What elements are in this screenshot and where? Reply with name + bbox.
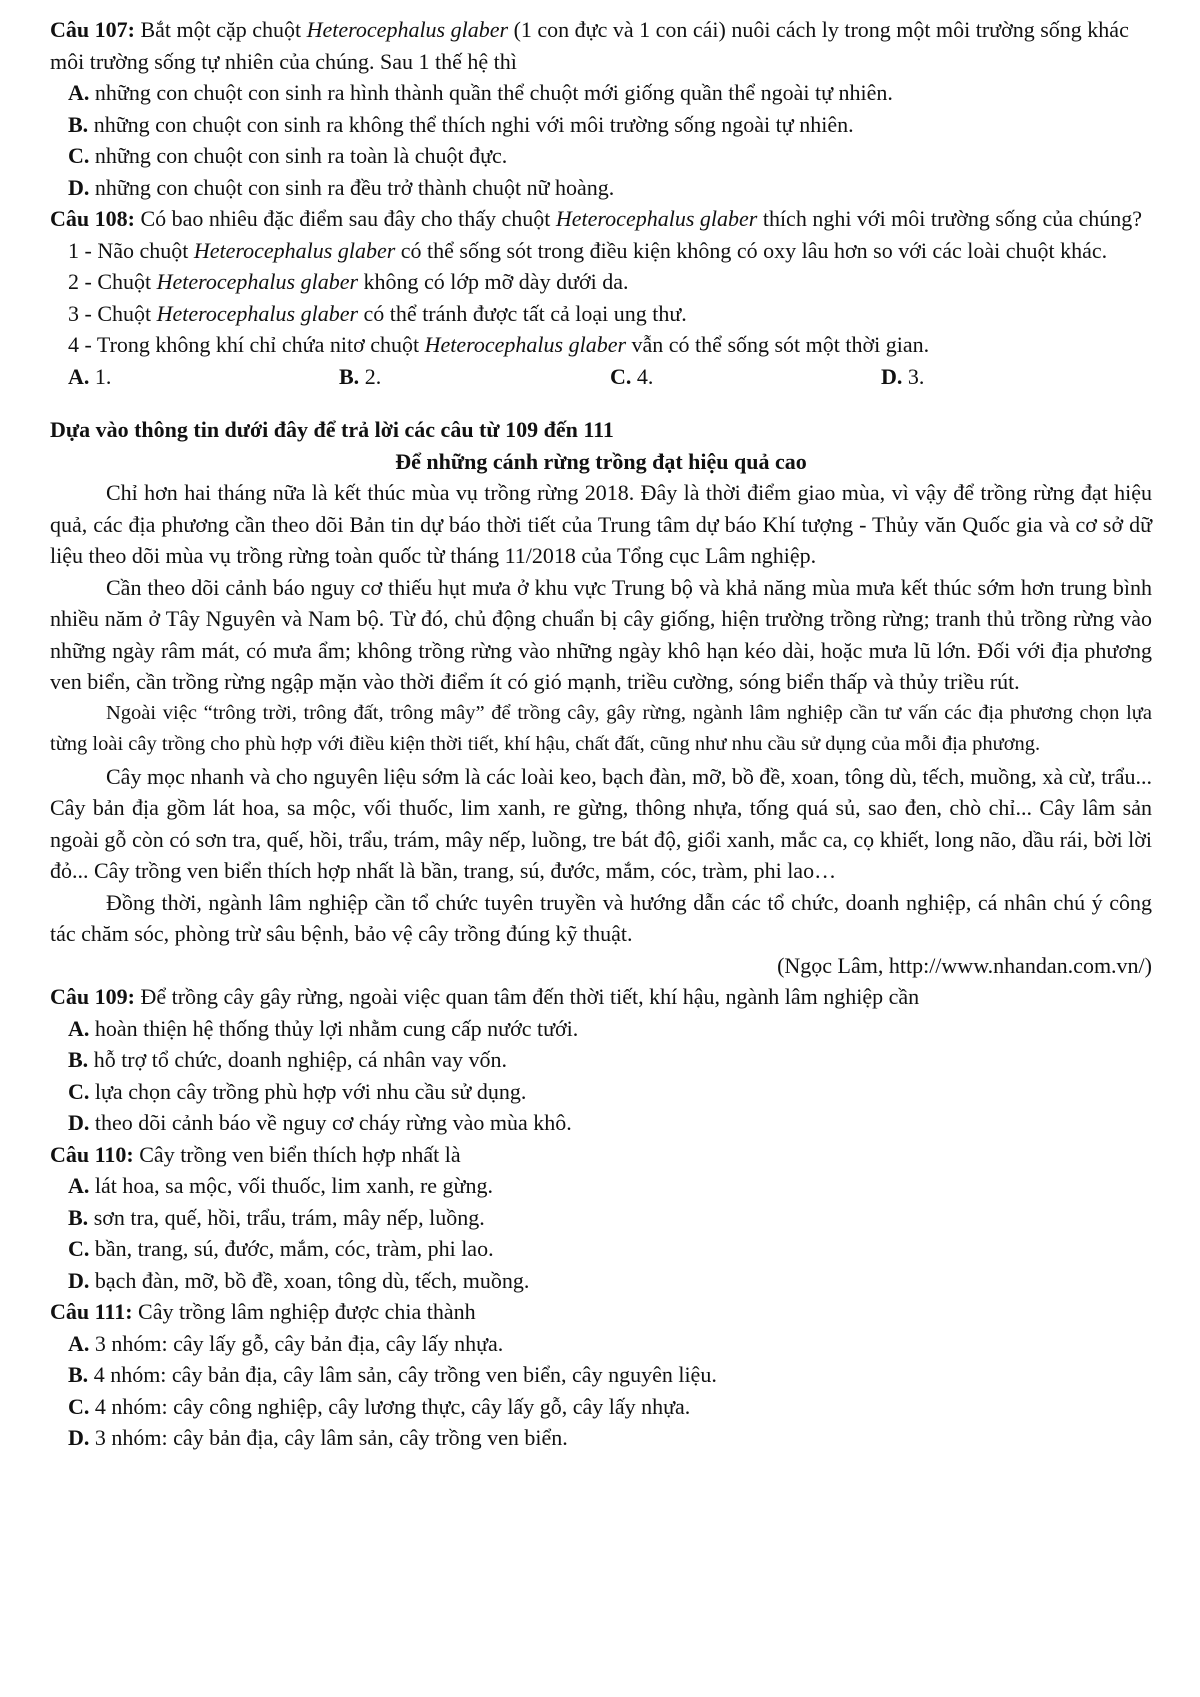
option-d[interactable]: D. theo dõi cảnh báo về nguy cơ cháy rừng vào mùa khô.	[68, 1110, 572, 1135]
option-a[interactable]: A. những con chuột con sinh ra hình thành quần thể chuột mới giống quần thể ngoài tự nhiên.	[68, 80, 893, 105]
statement-3: 3 - Chuột Heterocephalus glaber có thể tránh được tất cả loại ung thư.	[68, 300, 687, 326]
passage-paragraph-5: Đồng thời, ngành lâm nghiệp cần tổ chức tuyên truyền và hướng dẫn các tổ chức, doanh nghiệp, cá nhân chú ý công tác chăm sóc, phòng trừ sâu bệnh, bảo vệ cây trồng đúng kỹ thuật.	[50, 889, 1152, 946]
statement-1: 1 - Não chuột Heterocephalus glaber có thể sống sót trong điều kiện không có oxy lâu hơn so với các loài chuột khác.	[68, 237, 1108, 263]
question-108	[50, 203, 1152, 392]
question-110	[50, 1139, 1152, 1297]
question-111-stem: Câu 111: Cây trồng lâm nghiệp được chia thành	[50, 1299, 476, 1324]
statement-2: 2 - Chuột Heterocephalus glaber không có lớp mỡ dày dưới da.	[68, 269, 629, 294]
passage-paragraph-4: Cây mọc nhanh và cho nguyên liệu sớm là các loài keo, bạch đàn, mỡ, bồ đề, xoan, tông dù, tếch, muồng, xà cừ, trẩu... Cây bản địa gồm lát hoa, sa mộc, vối thuốc, lim xanh, re gừng, thông nhựa, tống quá sủ, sao đen, chò chỉ... Cây lâm sản ngoài gỗ còn có sơn tra, quế, hồi, trẩu, trám, mây nếp, luồng, tre bát độ, giổi xanh, mắc ca, cọ khiết, long não, dầu rái, bời lời đỏ... Cây trồng ven biển thích hợp nhất là bần, trang, sú, đước, mắm, cóc, tràm, phi lao…	[50, 763, 1152, 883]
option-b[interactable]: B. hỗ trợ tổ chức, doanh nghiệp, cá nhân vay vốn.	[68, 1047, 508, 1072]
option-a[interactable]: A. 3 nhóm: cây lấy gỗ, cây bản địa, cây lấy nhựa.	[68, 1330, 504, 1356]
question-110-stem: Câu 110: Cây trồng ven biển thích hợp nhất là	[50, 1141, 461, 1167]
question-109	[50, 981, 1152, 1139]
option-c[interactable]: C. bần, trang, sú, đước, mắm, cóc, tràm, phi lao.	[68, 1236, 494, 1261]
option-c[interactable]: C. 4 nhóm: cây công nghiệp, cây lương thực, cây lấy gỗ, cây lấy nhựa.	[68, 1393, 691, 1419]
question-108-stem: Câu 108: Có bao nhiêu đặc điểm sau đây cho thấy chuột Heterocephalus glaber thích nghi với môi trường sống của chúng?	[50, 206, 1143, 231]
option-a[interactable]: A. hoàn thiện hệ thống thủy lợi nhằm cung cấp nước tưới.	[68, 1015, 579, 1041]
option-b[interactable]: B. 4 nhóm: cây bản địa, cây lâm sản, cây trồng ven biển, cây nguyên liệu.	[68, 1362, 717, 1387]
statement-4: 4 - Trong không khí chỉ chứa nitơ chuột Heterocephalus glaber vẫn có thể sống sót một thời gian.	[68, 332, 930, 357]
option-b[interactable]: B. những con chuột con sinh ra không thể thích nghi với môi trường sống ngoài tự nhiên.	[68, 111, 854, 137]
question-label: Câu 107:	[50, 17, 135, 42]
passage-paragraph-2: Cần theo dõi cảnh báo nguy cơ thiếu hụt mưa ở khu vực Trung bộ và khả năng mùa mưa kết thúc sớm hơn trung bình nhiều năm ở Tây Nguyên và Nam bộ. Từ đó, chủ động chuẩn bị cây giống, hiện trường trồng rừng; tranh thủ trồng rừng vào những ngày râm mát, có mưa ẩm; không trồng rừng vào những ngày khô hạn kéo dài, hoặc mưa lũ lớn. Đối với địa phương ven biển, cần trồng rừng ngập mặn vào thời điểm ít có gió mạnh, triều cường, sóng biển thấp và thủy triều rút.	[50, 574, 1152, 694]
option-b[interactable]: B. sơn tra, quế, hồi, trẩu, trám, mây nếp, luồng.	[68, 1204, 485, 1230]
question-111	[50, 1296, 1152, 1454]
passage-title: Để những cánh rừng trồng đạt hiệu quả cao	[395, 448, 807, 474]
options-row	[50, 361, 1152, 393]
option-c[interactable]: C. lựa chọn cây trồng phù hợp với nhu cầu sử dụng.	[68, 1078, 527, 1104]
spacer	[50, 392, 1152, 414]
question-107-stem: Câu 107: Bắt một cặp chuột Heterocephalus glaber (1 con đực và 1 con cái) nuôi cách ly trong một môi trường sống khác môi trường sống tự nhiên của chúng. Sau 1 thế hệ thì	[50, 17, 1129, 74]
passage-intro: Dựa vào thông tin dưới đây để trả lời các câu từ 109 đến 111	[50, 417, 614, 442]
option-c[interactable]: C. 4.	[610, 363, 654, 389]
question-label: Câu 108:	[50, 206, 135, 231]
option-b[interactable]: B. 2.	[339, 363, 382, 389]
reading-passage	[50, 414, 1152, 981]
question-label: Câu 111:	[50, 1299, 133, 1324]
option-a[interactable]: A. 1.	[68, 363, 112, 389]
option-d[interactable]: D. 3.	[881, 363, 925, 389]
option-d[interactable]: D. 3 nhóm: cây bản địa, cây lâm sản, cây trồng ven biển.	[68, 1425, 568, 1450]
question-109-stem: Câu 109: Để trồng cây gây rừng, ngoài việc quan tâm đến thời tiết, khí hậu, ngành lâm nghiệp cần	[50, 984, 920, 1009]
option-c[interactable]: C. những con chuột con sinh ra toàn là chuột đực.	[68, 143, 508, 168]
passage-paragraph-3: Ngoài việc “trông trời, trông đất, trông mây” để trồng cây, gây rừng, ngành lâm nghiệp cần tư vấn các địa phương chọn lựa từng loài cây trồng cho phù hợp với điều kiện thời tiết, khí hậu, chất đất, cũng như nhu cầu sử dụng của mỗi địa phương.	[50, 701, 1152, 755]
passage-paragraph-1: Chỉ hơn hai tháng nữa là kết thúc mùa vụ trồng rừng 2018. Đây là thời điểm giao mùa, vì vậy để trồng rừng đạt hiệu quả, các địa phương cần theo dõi Bản tin dự báo thời tiết của Trung tâm dự báo Khí tượng - Thủy văn Quốc gia và cơ sở dữ liệu theo dõi mùa vụ trồng rừng toàn quốc từ tháng 11/2018 của Tổng cục Lâm nghiệp.	[50, 480, 1152, 568]
question-label: Câu 109:	[50, 984, 135, 1009]
passage-source: (Ngọc Lâm, http://www.nhandan.com.vn/)	[777, 952, 1152, 978]
option-a[interactable]: A. lát hoa, sa mộc, vối thuốc, lim xanh, re gừng.	[68, 1173, 493, 1198]
option-d[interactable]: D. những con chuột con sinh ra đều trở thành chuột nữ hoàng.	[68, 174, 615, 200]
option-d[interactable]: D. bạch đàn, mỡ, bồ đề, xoan, tông dù, tếch, muồng.	[68, 1267, 530, 1293]
question-107	[50, 14, 1152, 203]
question-label: Câu 110:	[50, 1141, 134, 1167]
